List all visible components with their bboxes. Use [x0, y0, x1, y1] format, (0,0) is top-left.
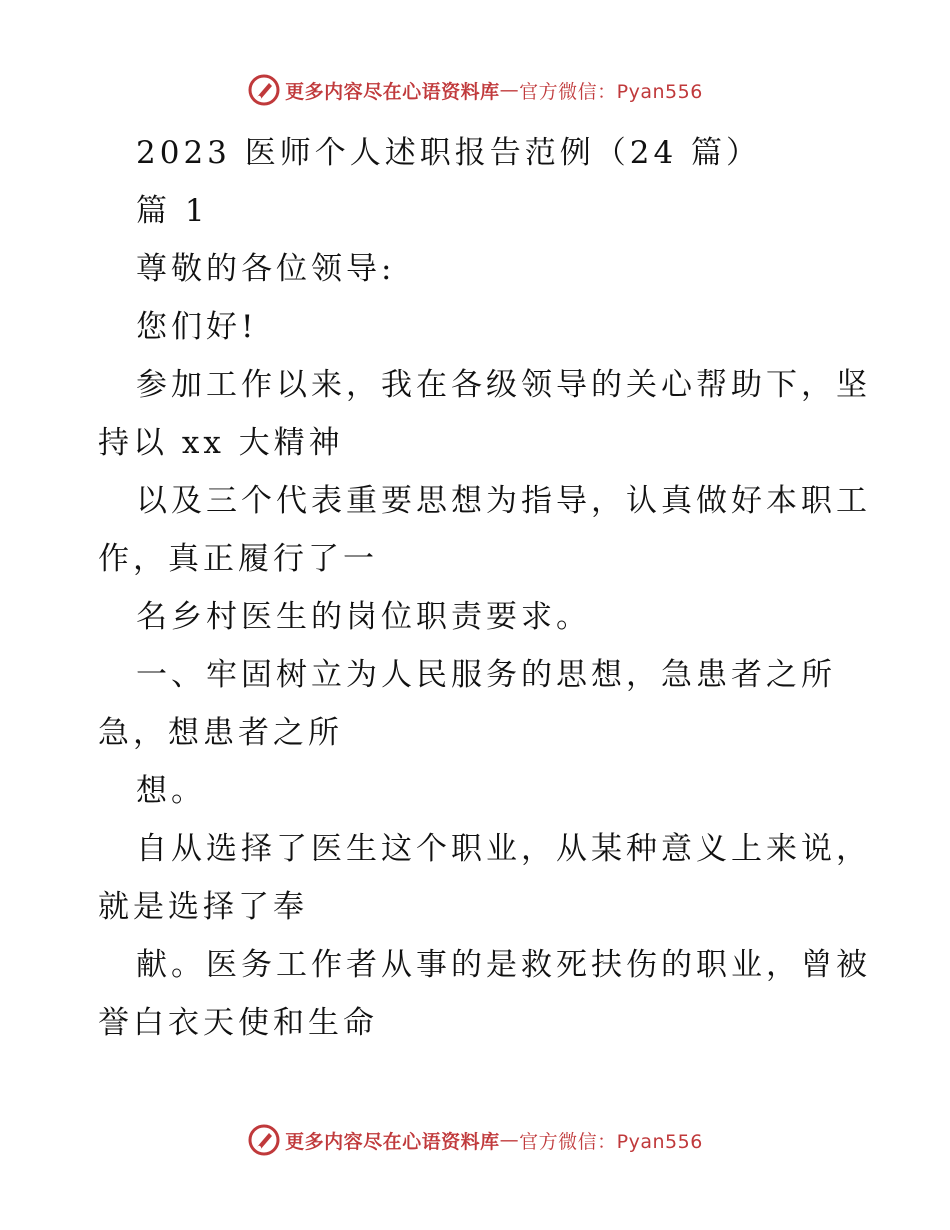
subsection-heading: 一、牢固树立为人民服务的思想，急患者之所 — [136, 657, 836, 693]
watermark-text: 更多内容尽在心语资料库 — [285, 80, 500, 103]
text-line: 急，想患者之所 — [98, 715, 343, 751]
watermark-separator: — — [499, 79, 520, 101]
text-line: 誉白衣天使和生命 — [98, 1005, 378, 1041]
text-line: 就是选择了奉 — [98, 889, 308, 925]
document-body — [98, 124, 871, 1052]
salutation: 尊敬的各位领导: — [136, 251, 396, 287]
watermark-text: 更多内容尽在心语资料库 — [285, 1130, 500, 1153]
document-title: 2023 医师个人述职报告范例（24 篇） — [136, 135, 762, 171]
logo-icon — [247, 73, 281, 107]
watermark-contact: 官方微信：Pyan556 — [519, 1130, 703, 1153]
text-line: 作，真正履行了一 — [98, 541, 378, 577]
watermark-header — [0, 70, 950, 110]
text-line: 献。医务工作者从事的是救死扶伤的职业，曾被 — [136, 947, 871, 983]
text-line: 持以 xx 大精神 — [98, 425, 344, 461]
watermark-contact: 官方微信：Pyan556 — [519, 80, 703, 103]
text-line: 想。 — [136, 773, 206, 809]
text-line: 自从选择了医生这个职业，从某种意义上来说， — [136, 831, 871, 867]
watermark-separator: — — [499, 1129, 520, 1151]
text-line: 参加工作以来，我在各级领导的关心帮助下，坚 — [136, 367, 871, 403]
watermark-footer — [0, 1120, 950, 1160]
greeting: 您们好! — [136, 309, 258, 345]
section-heading: 篇 1 — [136, 193, 209, 229]
text-line: 以及三个代表重要思想为指导，认真做好本职工 — [136, 483, 871, 519]
logo-icon — [247, 1123, 281, 1157]
text-line: 名乡村医生的岗位职责要求。 — [136, 599, 591, 635]
